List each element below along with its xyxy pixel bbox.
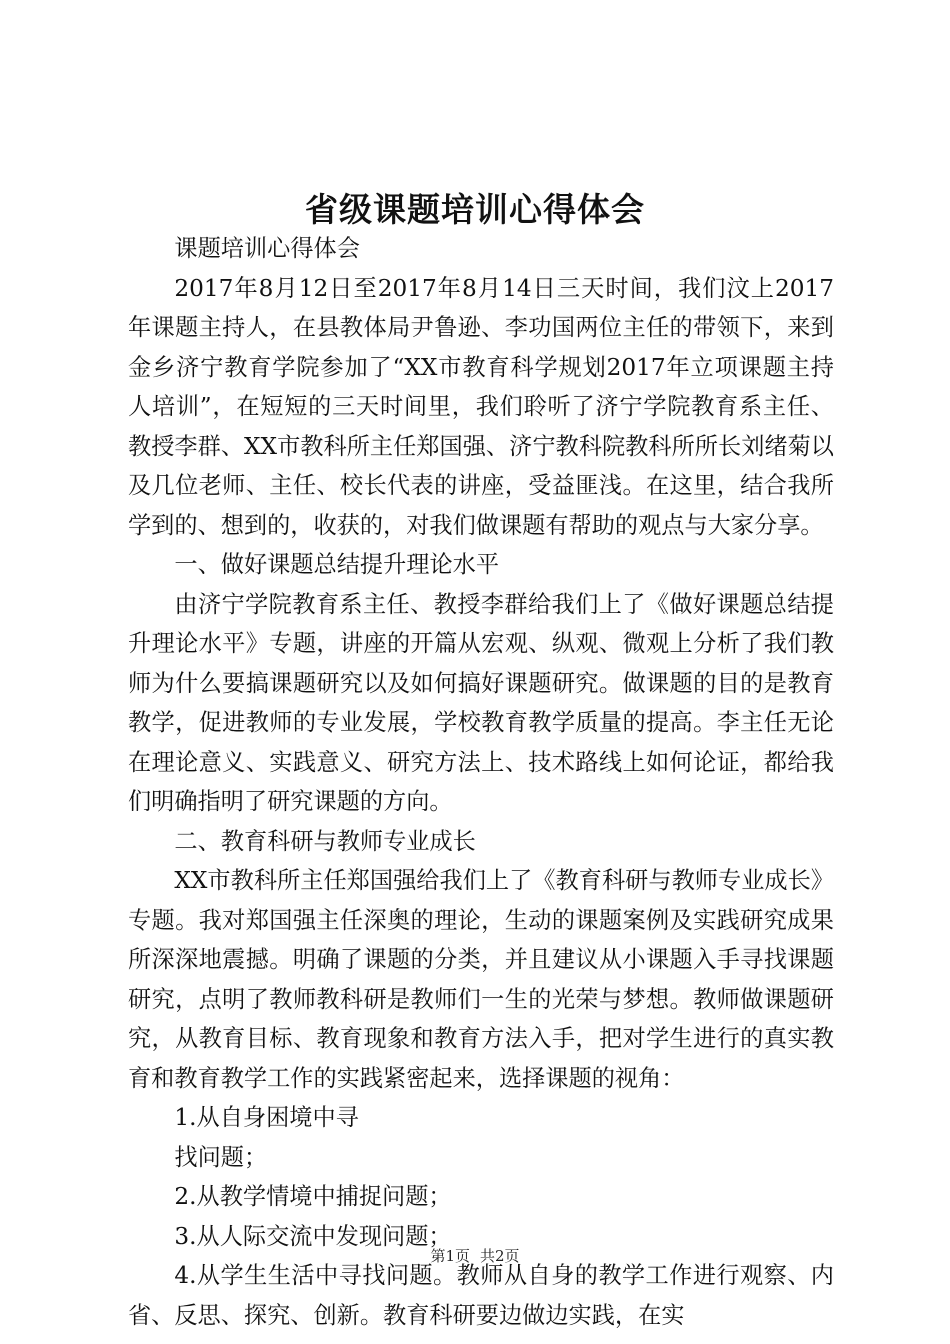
paragraph-intro: 2017年8月12日至2017年8月14日三天时间，我们汶上2017年课题主持人，在县教体局尹鲁逊、李功国两位主任的带领下，来到金乡济宁教育学院参加了“XX市教育科学规划2017年立项课题主持人培训”，在短短的三天时间里，我们聆听了济宁学院教育系主任、教授李群、XX市教科所主任郑国强、济宁教科院教科所所长刘绪菊以及几位老师、主任、校长代表的讲座，受益匪浅。在这里，结合我所学到的、想到的，收获的，对我们做课题有帮助的观点与大家分享。: [128, 274, 834, 539]
paragraph-subtitle: 课题培训心得体会: [174, 235, 360, 262]
list-item-1a: 1.从自身困境中寻: [174, 1104, 359, 1131]
paragraph-section-1: 由济宁学院教育系主任、教授李群给我们上了《做好课题总结提升理论水平》专题，讲座的开篇从宏观、纵观、微观上分析了我们教师为什么要搞课题研究以及如何搞好课题研究。做课题的目的是教育教学，促进教师的专业发展，学校教育教学质量的提高。李主任无论在理论意义、实践意义、研究方法上、技术路线上如何论证，都给我们明确指明了研究课题的方向。: [128, 590, 834, 815]
document-body: [128, 229, 834, 1335]
page-footer: [0, 1245, 950, 1267]
list-item-2: 2.从教学情境中捕捉问题；: [174, 1183, 452, 1210]
list-item-4: 4.从学生生活中寻找问题。教师从自身的教学工作进行观察、内省、反思、探究、创新。教育科研要边做边实践，在实: [128, 1262, 834, 1329]
list-item-3: 3.从人际交流中发现问题；: [174, 1222, 452, 1250]
paragraph-section-2: XX市教科所主任郑国强给我们上了《教育科研与教师专业成长》专题。我对郑国强主任深奥的理论，生动的课题案例及实践研究成果所深深地震撼。明确了课题的分类，并且建议从小课题入手寻找课题研究，点明了教师教科研是教师们一生的光荣与梦想。教师做课题研究，从教育目标、教育现象和教育方法入手，把对学生进行的真实教育和教育教学工作的实践紧密起来，选择课题的视角：: [128, 867, 834, 1092]
page-total: 共2页: [480, 1247, 520, 1265]
page-number: 第1页: [430, 1247, 470, 1265]
section-heading-1: 一、做好课题总结提升理论水平: [174, 551, 500, 578]
document-title: 省级课题培训心得体会: [305, 190, 645, 229]
list-item-1b: 找问题；: [174, 1143, 268, 1171]
section-heading-2: 二、教育科研与教师专业成长: [174, 827, 476, 855]
